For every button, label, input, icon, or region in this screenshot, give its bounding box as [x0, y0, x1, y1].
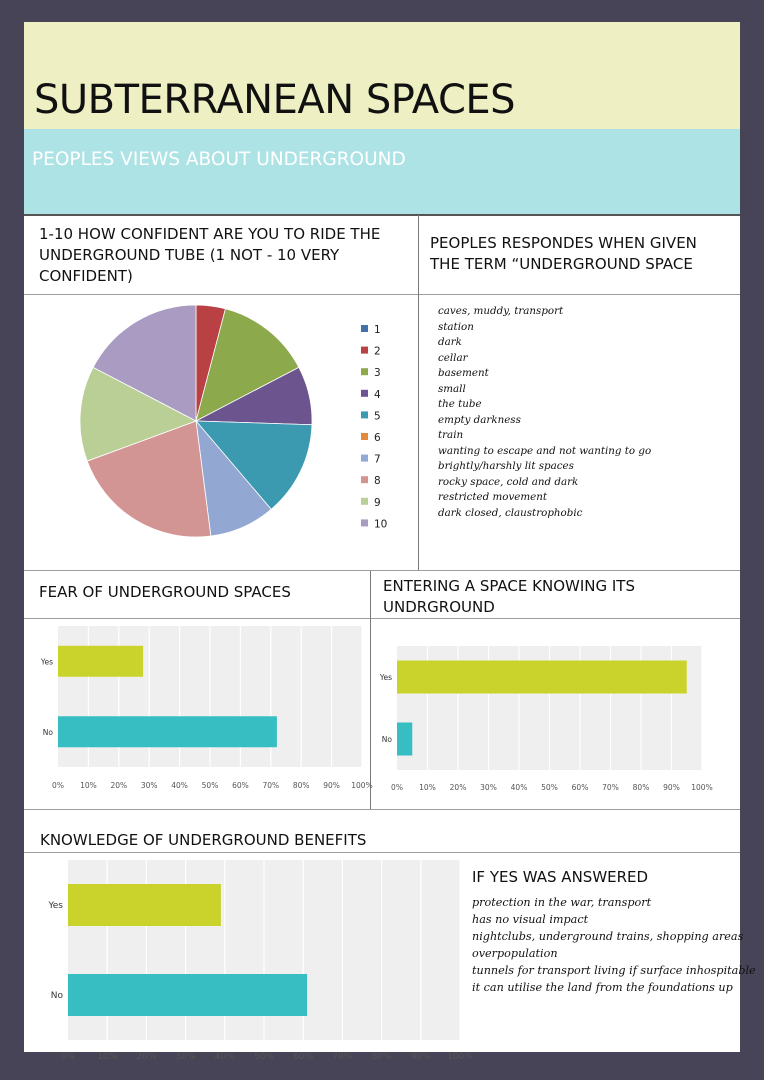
x-tick-label: 10% — [97, 1052, 118, 1062]
response-item: dark closed, claustrophobic — [438, 506, 583, 519]
x-tick-label: 20% — [136, 1052, 157, 1062]
x-tick-label: 80% — [632, 783, 650, 792]
divider-row4 — [24, 809, 740, 810]
bar-yes — [397, 661, 687, 694]
x-tick-label: 60% — [232, 781, 249, 790]
x-tick-label: 20% — [110, 781, 128, 790]
x-tick-label: 90% — [410, 1052, 431, 1062]
responses-heading: PEOPLES RESPONDES WHEN GIVEN THE TERM “UNDERGROUND SPACE — [430, 234, 697, 273]
response-item: rocky space, cold and dark — [438, 475, 579, 488]
divider-row1 — [24, 294, 740, 295]
x-tick-label: 0% — [391, 783, 403, 792]
page-subtitle: PEOPLES VIEWS ABOUT UNDERGROUND — [32, 149, 406, 170]
response-item: dark — [438, 336, 462, 348]
if-yes-list — [472, 894, 756, 996]
y-category-label: Yes — [48, 901, 63, 911]
x-tick-label: 40% — [171, 781, 188, 790]
x-tick-label: 100% — [447, 1052, 473, 1062]
confidence-heading: 1-10 HOW CONFIDENT ARE YOU TO RIDE THE UNDERGROUND TUBE (1 NOT - 10 VERY CONFIDENT) — [39, 225, 381, 285]
entering-heading: ENTERING A SPACE KNOWING ITS UNDRGROUND — [383, 577, 635, 616]
subtitle-band — [24, 129, 740, 215]
confidence-pie-chart — [64, 306, 404, 556]
fear-bar-chart — [24, 622, 373, 807]
title-band — [24, 22, 740, 129]
response-item: restricted movement — [438, 491, 548, 503]
legend-label: 10 — [374, 518, 388, 531]
x-tick-label: 40% — [214, 1052, 235, 1062]
legend-label: 1 — [374, 324, 381, 336]
x-tick-label: 70% — [602, 783, 619, 792]
if-yes-item: nightclubs, underground trains, shopping areas — [472, 930, 744, 943]
x-tick-label: 90% — [323, 781, 340, 790]
legend-swatch-2 — [361, 347, 368, 354]
divider-row5 — [24, 852, 740, 853]
x-tick-label: 40% — [510, 783, 528, 792]
divider-col2 — [370, 571, 371, 810]
bar-no — [397, 723, 412, 756]
benefits-heading: KNOWLEDGE OF UNDERGROUND BENEFITS — [40, 831, 367, 849]
x-tick-label: 100% — [351, 781, 373, 790]
response-item: small — [438, 382, 466, 395]
response-item: basement — [438, 367, 489, 379]
x-tick-label: 30% — [480, 783, 497, 792]
x-tick-label: 30% — [140, 781, 158, 790]
x-tick-label: 80% — [371, 1052, 392, 1062]
legend-swatch-5 — [361, 411, 368, 418]
x-tick-label: 0% — [52, 781, 64, 790]
response-item: empty darkness — [438, 413, 521, 426]
legend-label: 4 — [374, 388, 381, 401]
x-tick-label: 70% — [332, 1052, 353, 1062]
if-yes-heading: IF YES WAS ANSWERED — [472, 868, 649, 886]
if-yes-item: it can utilise the land from the foundations up — [472, 981, 733, 994]
x-tick-label: 30% — [175, 1052, 196, 1062]
response-item: train — [438, 429, 464, 441]
legend-swatch-6 — [361, 433, 368, 440]
x-tick-label: 100% — [691, 783, 713, 792]
legend-swatch-3 — [361, 368, 368, 375]
y-category-label: Yes — [40, 657, 53, 667]
if-yes-item: overpopulation — [472, 947, 558, 960]
benefits-bar-chart — [24, 857, 473, 1062]
fear-heading: FEAR OF UNDERGROUND SPACES — [39, 583, 291, 601]
x-tick-label: 70% — [262, 781, 280, 790]
response-item: the tube — [438, 398, 482, 410]
divider-col1 — [418, 215, 419, 571]
legend-swatch-4 — [361, 390, 368, 397]
x-tick-label: 60% — [293, 1052, 314, 1062]
legend-label: 7 — [374, 453, 381, 466]
x-tick-label: 10% — [419, 783, 436, 792]
legend-label: 9 — [374, 496, 381, 509]
response-item: brightly/harshly lit spaces — [438, 460, 574, 472]
divider-row2 — [24, 570, 740, 571]
response-item: station — [438, 320, 474, 333]
if-yes-item: tunnels for transport living if surface inhospitable — [472, 964, 756, 977]
legend-label: 8 — [374, 475, 381, 488]
x-tick-label: 0% — [60, 1052, 76, 1062]
response-item: caves, muddy, transport — [438, 305, 564, 317]
response-item: cellar — [438, 351, 468, 364]
x-tick-label: 50% — [541, 783, 558, 792]
infographic-page — [24, 22, 756, 1062]
x-tick-label: 10% — [80, 781, 97, 790]
legend-swatch-8 — [361, 476, 368, 483]
bar-no — [68, 974, 307, 1016]
legend-label: 6 — [374, 432, 381, 444]
legend-label: 5 — [374, 410, 381, 423]
legend-label: 3 — [374, 367, 381, 380]
response-item: wanting to escape and not wanting to go — [438, 444, 652, 457]
y-category-label: No — [381, 735, 392, 744]
legend-label: 2 — [374, 345, 381, 358]
bar-yes — [58, 646, 143, 677]
if-yes-item: protection in the war, transport — [472, 896, 652, 909]
x-tick-label: 80% — [292, 781, 310, 790]
divider-top — [24, 214, 740, 216]
legend-swatch-7 — [361, 455, 368, 462]
entering-bar-chart — [372, 622, 738, 807]
bar-yes — [68, 884, 221, 926]
page-title: SUBTERRANEAN SPACES — [34, 77, 516, 123]
y-category-label: Yes — [379, 673, 392, 682]
legend-swatch-10 — [361, 519, 368, 526]
y-category-label: No — [42, 727, 53, 737]
bar-no — [58, 716, 277, 747]
x-tick-label: 50% — [201, 781, 219, 790]
responses-list — [438, 304, 651, 521]
y-category-label: No — [50, 991, 63, 1001]
legend-swatch-1 — [361, 325, 368, 332]
if-yes-item: has no visual impact — [472, 913, 589, 926]
x-tick-label: 20% — [449, 783, 467, 792]
x-tick-label: 50% — [253, 1052, 275, 1062]
x-tick-label: 60% — [571, 783, 589, 792]
x-tick-label: 90% — [663, 783, 680, 792]
legend-swatch-9 — [361, 498, 368, 505]
divider-row3 — [24, 618, 740, 619]
